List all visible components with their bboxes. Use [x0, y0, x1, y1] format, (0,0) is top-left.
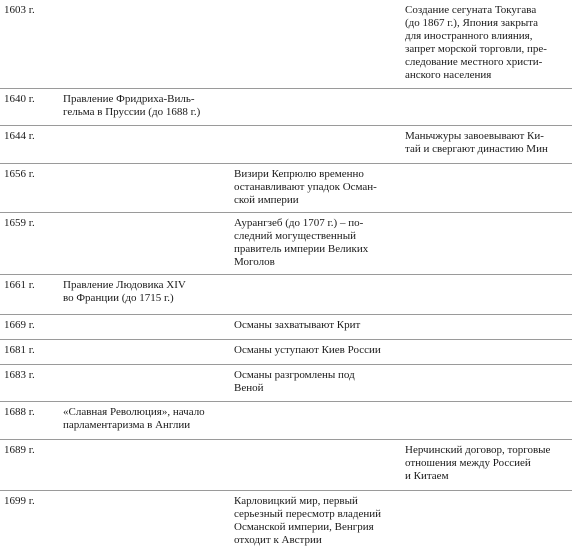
europe-cell: «Славная Революция», начало парламентаризма в Англии	[63, 406, 205, 431]
year-cell: 1669 г.	[4, 319, 35, 331]
year-cell: 1688 г.	[4, 406, 35, 418]
ottoman-cell: Аурангзеб (до 1707 г.) – по- следний могущественный правитель империи Великих Моголов	[234, 217, 369, 268]
ottoman-cell: Османы захватывают Крит	[234, 319, 361, 331]
asia-cell: Нерчинский договор, торговые отношения между Россией и Китаем	[405, 444, 551, 482]
year-cell: 1644 г.	[4, 130, 35, 142]
ottoman-cell: Османы уступают Киев России	[234, 344, 381, 356]
europe-cell: Правление Людовика XIV во Франции (до 1715 г.)	[63, 279, 186, 304]
europe-cell: Правление Фридриха-Виль- гельма в Пруссии (до 1688 г.)	[63, 93, 201, 118]
year-cell: 1640 г.	[4, 93, 35, 105]
table-row	[0, 164, 572, 213]
table-row	[0, 275, 572, 315]
ottoman-cell: Османы разгромлены под Веной	[234, 369, 355, 394]
year-cell: 1681 г.	[4, 344, 35, 356]
year-cell: 1656 г.	[4, 168, 35, 180]
year-cell: 1699 г.	[4, 495, 35, 507]
ottoman-cell: Визири Кепрюлю временно останавливают упадок Осман- ской империи	[234, 168, 377, 206]
asia-cell: Создание сегуната Токугава (до 1867 г.), Япония закрыта для иностранного влияния, запрет морской торговли, пре- следование местного христи- анского населения	[405, 4, 547, 81]
year-cell: 1659 г.	[4, 217, 35, 229]
year-cell: 1603 г.	[4, 4, 35, 16]
table-row	[0, 491, 572, 553]
table-row	[0, 89, 572, 126]
year-cell: 1661 г.	[4, 279, 35, 291]
table-row	[0, 126, 572, 164]
table-row	[0, 213, 572, 275]
table-row	[0, 365, 572, 402]
table-row	[0, 440, 572, 491]
year-cell: 1689 г.	[4, 444, 35, 456]
table-row	[0, 340, 572, 365]
ottoman-cell: Карловицкий мир, первый серьезный пересмотр владений Османской империи, Венгрия отходит к Австрии	[234, 495, 382, 546]
table-row	[0, 402, 572, 440]
asia-cell: Маньчжуры завоевывают Ки- тай и свергают династию Мин	[405, 130, 548, 155]
year-cell: 1683 г.	[4, 369, 35, 381]
table-row	[0, 315, 572, 340]
table-row	[0, 0, 572, 89]
